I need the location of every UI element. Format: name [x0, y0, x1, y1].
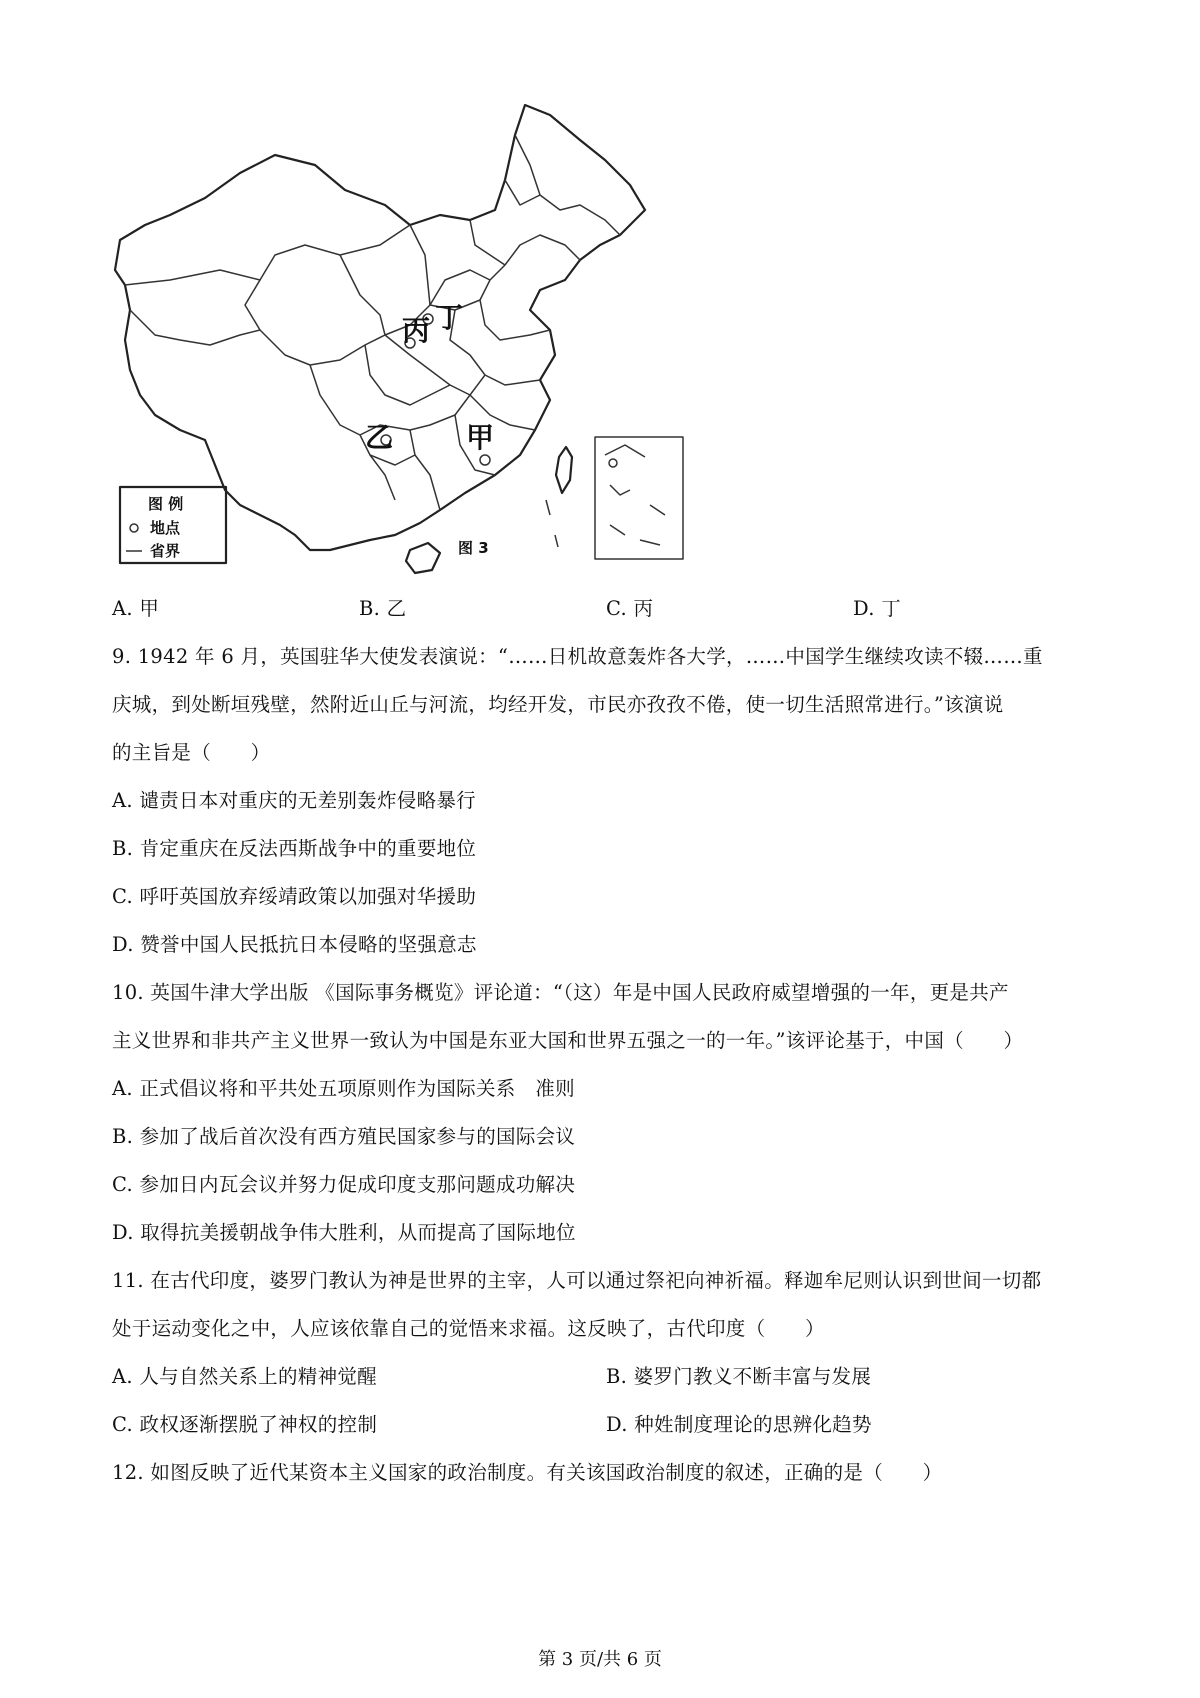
q10-stem-line-1: 10. 英国牛津大学出版 《国际事务概览》评论道：“（这）年是中国人民政府威望增强的一年，更是共产 [112, 981, 1009, 1004]
q12-stem-line-1: 12. 如图反映了近代某资本主义国家的政治制度。有关该国政治制度的叙述，正确的是（ ） [112, 1461, 943, 1484]
q9-option-a[interactable]: A. 谴责日本对重庆的无差别轰炸侵略暴行 [112, 789, 476, 812]
q9-option-b[interactable]: B. 肯定重庆在反法西斯战争中的重要地位 [112, 837, 477, 860]
q11-stem-line-2: 处于运动变化之中，人应该依靠自己的觉悟来求福。这反映了，古代印度（ ） [112, 1317, 825, 1340]
legend-point: 地点 [150, 519, 181, 537]
q9-option-c[interactable]: C. 呼吁英国放弃绥靖政策以加强对华援助 [112, 885, 477, 908]
q10-option-b[interactable]: B. 参加了战后首次没有西方殖民国家参与的国际会议 [112, 1125, 576, 1148]
q11-option-b[interactable]: B. 婆罗门教义不断丰富与发展 [606, 1365, 872, 1388]
figure-caption: 图 3 [458, 539, 489, 557]
page-footer: 第 3 页/共 6 页 [538, 1649, 662, 1670]
q11-options-row-1 [112, 1353, 1102, 1401]
q11-option-a[interactable]: A. 人与自然关系上的精神觉醒 [112, 1365, 377, 1388]
q10-stem-line-2: 主义世界和非共产主义世界一致认为中国是东亚大国和世界五强之一的一年。”该评论基于，中国（ ） [112, 1029, 1024, 1052]
q11-options-row-2 [112, 1401, 1102, 1449]
q9-stem-line-3: 的主旨是（ ） [112, 741, 271, 764]
q10-option-a[interactable]: A. 正式倡议将和平共处五项原则作为国际关系 准则 [112, 1077, 575, 1100]
legend-boundary: 省界 [150, 542, 181, 560]
q8-option-b[interactable]: B. 乙 [359, 597, 407, 620]
q8-option-d[interactable]: D. 丁 [853, 597, 902, 620]
q9-stem-line-2: 庆城，到处断垣残壁，然附近山丘与河流，均经开发，市民亦孜孜不倦，使一切生活照常进行。”该演说 [112, 693, 1004, 716]
map-label-ding: 丁 [435, 301, 464, 334]
q10-option-c[interactable]: C. 参加日内瓦会议并努力促成印度支那问题成功解决 [112, 1173, 576, 1196]
questions-block [112, 585, 1102, 1497]
q11-option-c[interactable]: C. 政权逐渐摆脱了神权的控制 [112, 1413, 378, 1436]
q9-stem-line-1: 9. 1942 年 6 月，英国驻华大使发表演说：“……日机故意轰炸各大学，……中国学生继续攻读不辍……重 [112, 645, 1043, 668]
china-map-figure [110, 95, 750, 615]
legend-title: 图 例 [148, 495, 184, 513]
q11-option-d[interactable]: D. 种姓制度理论的思辨化趋势 [606, 1413, 872, 1436]
q8-option-a[interactable]: A. 甲 [112, 597, 160, 620]
china-map-svg [110, 95, 750, 615]
q8-option-c[interactable]: C. 丙 [606, 597, 654, 620]
q10-option-d[interactable]: D. 取得抗美援朝战争伟大胜利，从而提高了国际地位 [112, 1221, 576, 1244]
q11-stem-line-1: 11. 在古代印度，婆罗门教认为神是世界的主宰，人可以通过祭祀向神祈福。释迦牟尼则认识到世间一切都 [112, 1269, 1042, 1292]
map-label-yi: 乙 [365, 421, 394, 454]
q8-options [112, 585, 1102, 633]
map-label-jia: 甲 [466, 421, 495, 454]
q9-option-d[interactable]: D. 赞誉中国人民抵抗日本侵略的坚强意志 [112, 933, 477, 956]
map-label-bing: 丙 [402, 314, 431, 347]
